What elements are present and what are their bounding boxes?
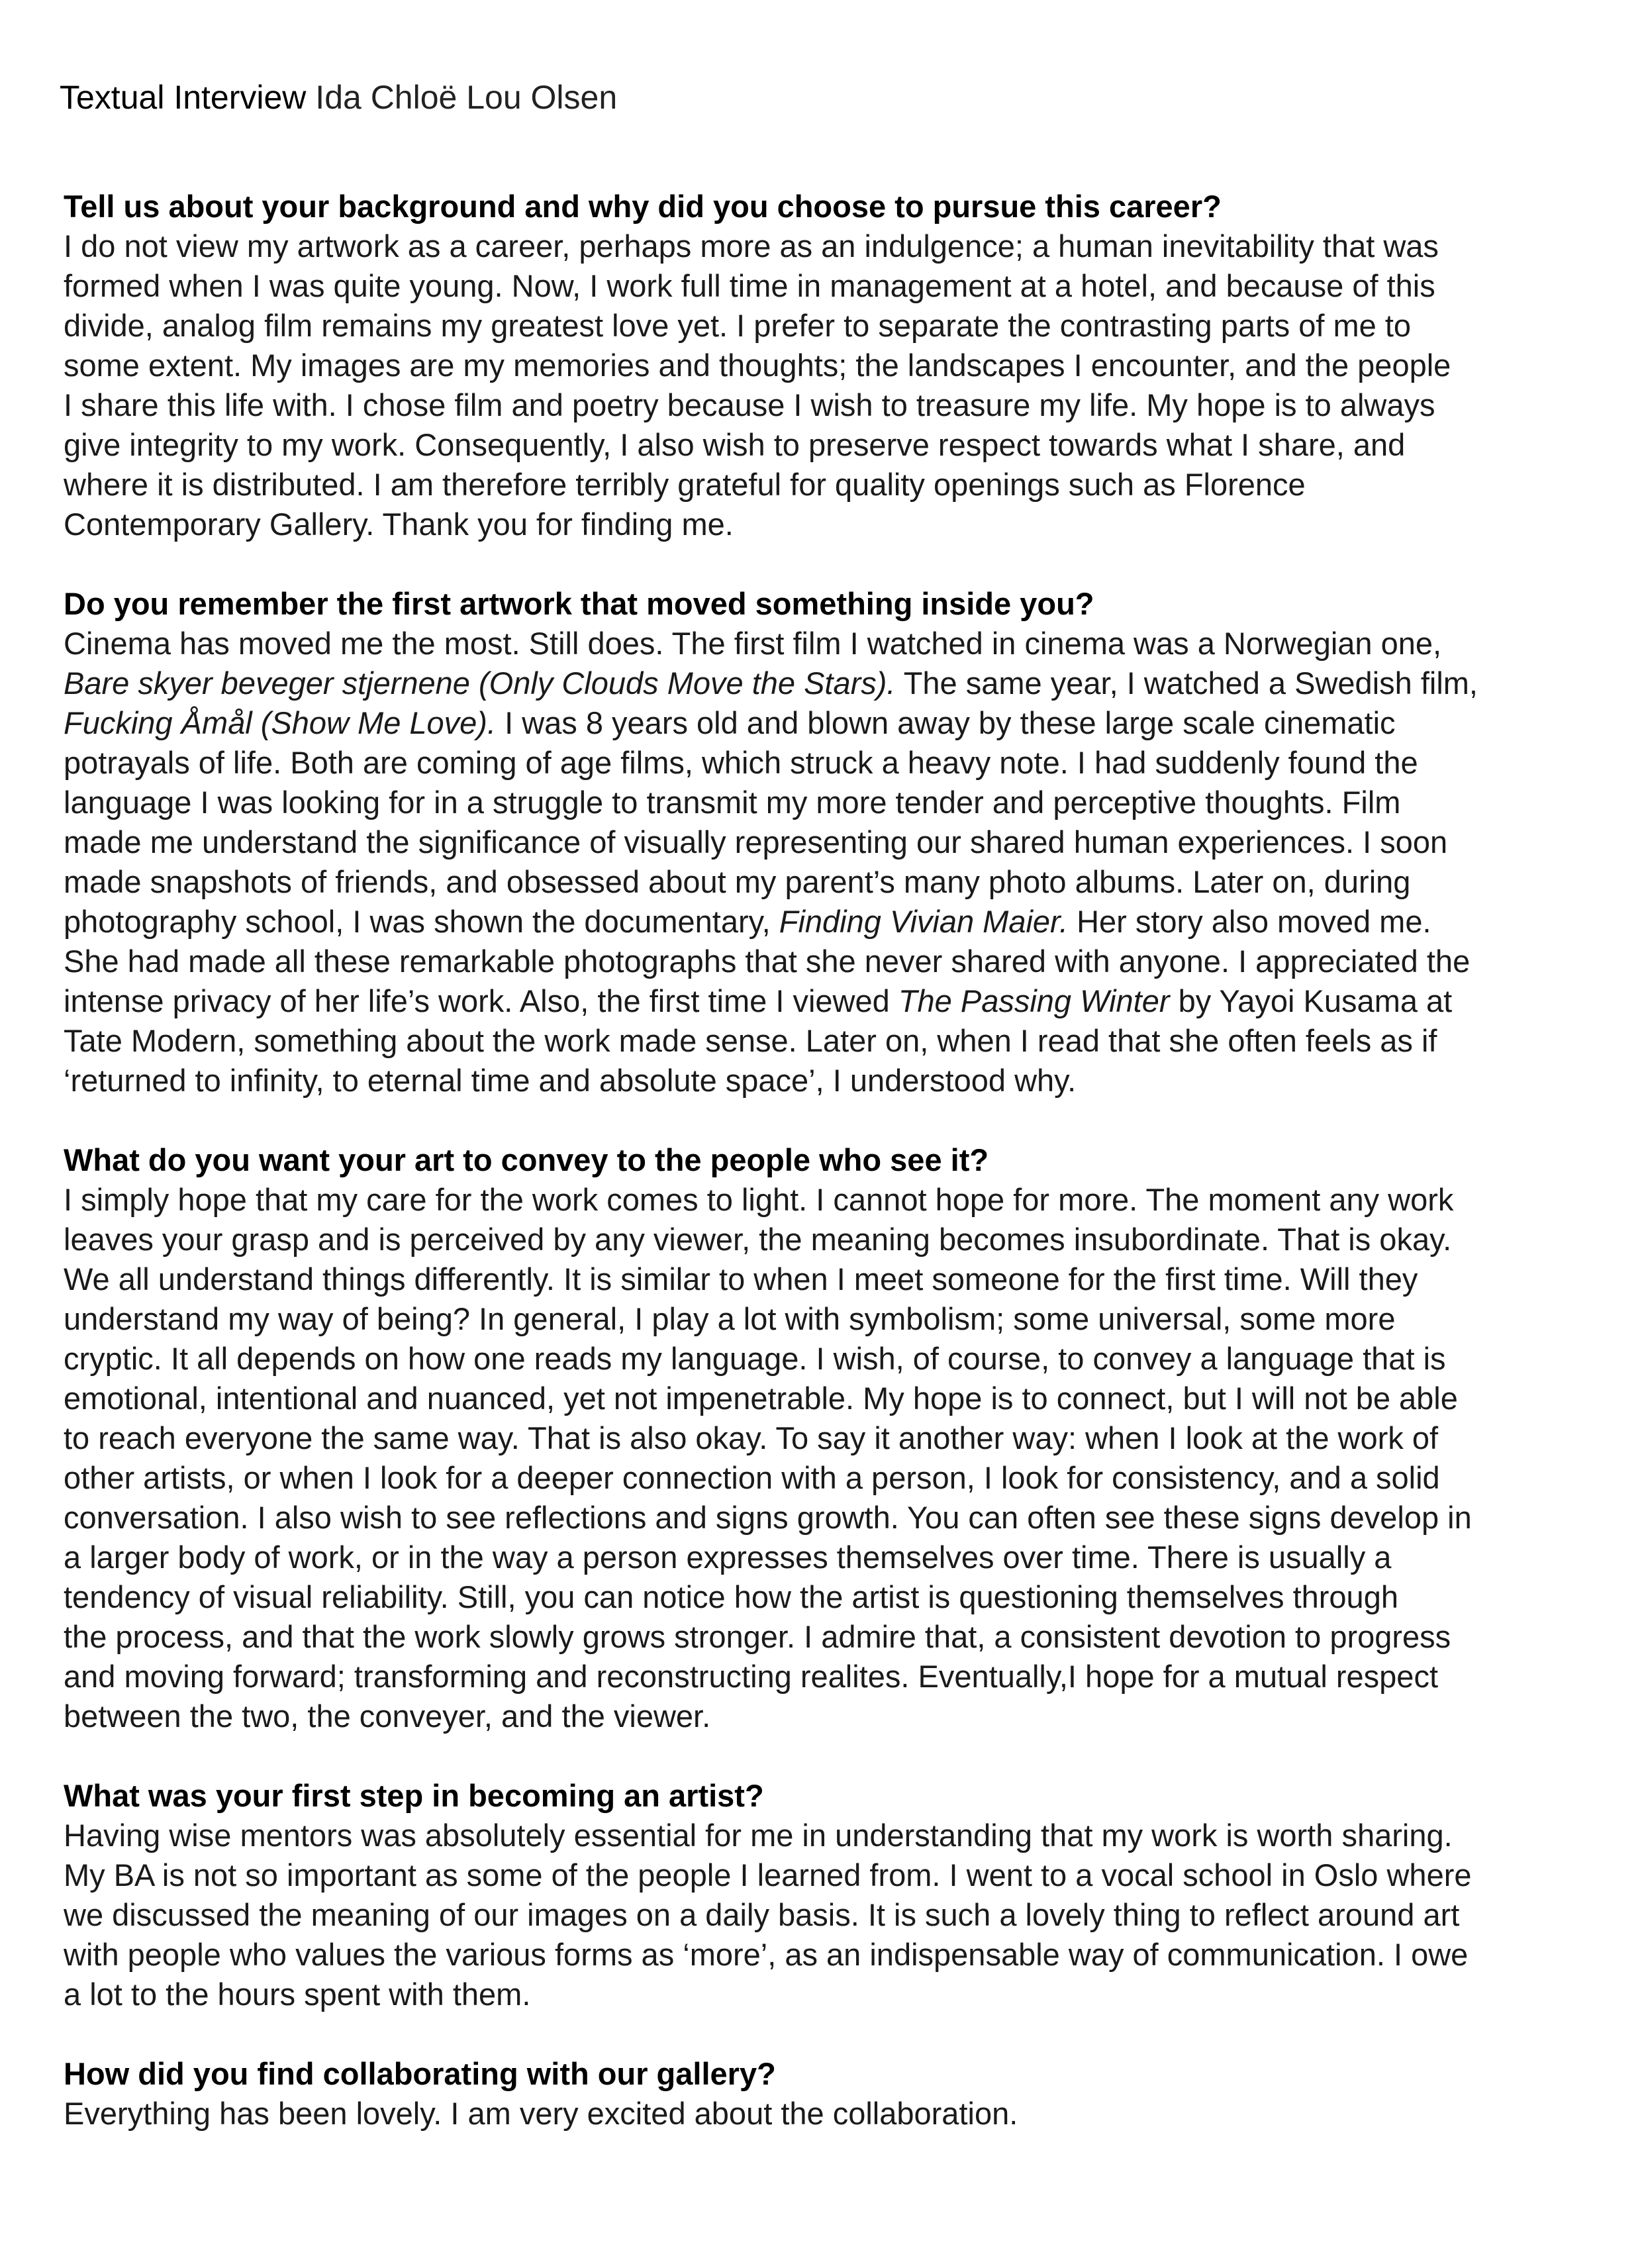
answer-line: made me understand the significance of visually representing our shared human experiences. I soon xyxy=(64,824,1448,860)
answer-line: formed when I was quite young. Now, I work full time in management at a hotel, and because of this xyxy=(64,268,1435,303)
document-header xyxy=(60,74,617,121)
line-text: The same year, I watched a Swedish film, xyxy=(895,666,1478,701)
answer-line: we discussed the meaning of our images on a daily basis. It is such a lovely thing to reflect around art xyxy=(64,1897,1460,1932)
answer-line: Cinema has moved me the most. Still does. The first film I watched in cinema was a Norwegian one, xyxy=(64,626,1442,661)
answer-line: give integrity to my work. Consequently, I also wish to preserve respect towards what I share, and xyxy=(64,427,1406,462)
film-title: Bare skyer beveger stjernene (Only Clouds Move the Stars). xyxy=(64,666,896,701)
answer-line: a larger body of work, or in the way a person expresses themselves over time. There is usually a xyxy=(64,1540,1392,1575)
answer-line: and moving forward; transforming and reconstructing realites. Eventually,I hope for a mutual respect xyxy=(64,1659,1439,1694)
answer-line: Tate Modern, something about the work made sense. Later on, when I read that she often feels as if xyxy=(64,1023,1437,1058)
interview-section xyxy=(64,2054,1613,2134)
answer-line: I do not view my artwork as a career, perhaps more as an indulgence; a human inevitability that was xyxy=(64,228,1439,264)
answer-line: other artists, or when I look for a deeper connection with a person, I look for consistency, and a solid xyxy=(64,1460,1440,1495)
answer-line: divide, analog film remains my greatest love yet. I prefer to separate the contrasting parts of me to xyxy=(64,308,1412,343)
answer-line: potrayals of life. Both are coming of age films, which struck a heavy note. I had suddenly found the xyxy=(64,745,1418,780)
answer-line: a lot to the hours spent with them. xyxy=(64,1977,531,2012)
answer-line: She had made all these remarkable photographs that she never shared with anyone. I appreciated the xyxy=(64,944,1471,979)
question-heading: Tell us about your background and why did you choose to pursue this career? xyxy=(64,189,1222,224)
answer-line xyxy=(64,664,1613,703)
film-title: Fucking Åmål (Show Me Love). xyxy=(64,705,497,740)
line-text: I was 8 years old and blown away by these large scale cinematic xyxy=(496,705,1396,740)
answer-line: understand my way of being? In general, I play a lot with symbolism; some universal, some more xyxy=(64,1301,1396,1336)
answer-line: some extent. My images are my memories and thoughts; the landscapes I encounter, and the people xyxy=(64,348,1451,383)
answer-line: I share this life with. I chose film and poetry because I wish to treasure my life. My hope is to always xyxy=(64,387,1435,422)
interview-body xyxy=(64,187,1613,2173)
line-text: by Yayoi Kusama at xyxy=(1169,983,1453,1018)
answer-line: leaves your grasp and is perceived by any viewer, the meaning becomes insubordinate. That is okay. xyxy=(64,1222,1452,1257)
answer-line: Everything has been lovely. I am very excited about the collaboration. xyxy=(64,2096,1018,2131)
answer-line: with people who values the various forms as ‘more’, as an indispensable way of communication. I owe xyxy=(64,1937,1469,1972)
line-text: intense privacy of her life’s work. Also, the first time I viewed xyxy=(64,983,898,1018)
interview-section xyxy=(64,584,1613,1101)
answer-line: We all understand things differently. It is similar to when I meet someone for the first time. Will they xyxy=(64,1261,1418,1297)
answer-line: made snapshots of friends, and obsessed about my parent’s many photo albums. Later on, during xyxy=(64,864,1411,899)
answer-line xyxy=(64,981,1613,1021)
answer-line: conversation. I also wish to see reflections and signs growth. You can often see these signs develop in xyxy=(64,1500,1472,1535)
answer-line xyxy=(64,902,1613,942)
answer-paragraph xyxy=(64,1816,1613,2014)
header-label: Textual Interview xyxy=(60,79,307,116)
answer-line: where it is distributed. I am therefore terribly grateful for quality openings such as Florence xyxy=(64,467,1306,502)
line-text: photography school, I was shown the documentary, xyxy=(64,904,779,939)
answer-line: emotional, intentional and nuanced, yet not impenetrable. My hope is to connect, but I will not be able xyxy=(64,1381,1458,1416)
question-heading: Do you remember the first artwork that moved something inside you? xyxy=(64,586,1094,621)
answer-line: My BA is not so important as some of the people I learned from. I went to a vocal school in Oslo where xyxy=(64,1857,1472,1893)
answer-line: Having wise mentors was absolutely essential for me in understanding that my work is worth sharing. xyxy=(64,1818,1453,1853)
artwork-title: The Passing Winter xyxy=(898,983,1170,1018)
answer-line xyxy=(64,703,1613,743)
answer-paragraph xyxy=(64,1180,1613,1736)
answer-paragraph xyxy=(64,226,1613,544)
question-heading: What was your first step in becoming an artist? xyxy=(64,1778,764,1813)
film-title: Finding Vivian Maier. xyxy=(779,904,1069,939)
answer-line: Contemporary Gallery. Thank you for finding me. xyxy=(64,507,734,542)
interview-section xyxy=(64,1776,1613,2014)
answer-paragraph xyxy=(64,2094,1613,2134)
answer-line: ‘returned to infinity, to eternal time and absolute space’, I understood why. xyxy=(64,1063,1077,1098)
interview-section xyxy=(64,187,1613,544)
interviewee-name: Ida Chloë Lou Olsen xyxy=(315,79,618,116)
answer-line: the process, and that the work slowly grows stronger. I admire that, a consistent devotion to progress xyxy=(64,1619,1451,1654)
answer-line: tendency of visual reliability. Still, you can notice how the artist is questioning themselves through xyxy=(64,1579,1398,1614)
question-heading: How did you find collaborating with our gallery? xyxy=(64,2056,776,2091)
question-heading: What do you want your art to convey to the people who see it? xyxy=(64,1142,989,1177)
answer-line: between the two, the conveyer, and the viewer. xyxy=(64,1699,711,1734)
answer-line: language I was looking for in a struggle to transmit my more tender and perceptive thoughts. Film xyxy=(64,785,1401,820)
answer-paragraph xyxy=(64,624,1613,1101)
answer-line: to reach everyone the same way. That is also okay. To say it another way: when I look at the work of xyxy=(64,1420,1439,1455)
answer-line: cryptic. It all depends on how one reads my language. I wish, of course, to convey a language that is xyxy=(64,1341,1446,1376)
answer-line: I simply hope that my care for the work comes to light. I cannot hope for more. The moment any work xyxy=(64,1182,1454,1217)
line-text: Her story also moved me. xyxy=(1068,904,1431,939)
interview-section xyxy=(64,1140,1613,1736)
